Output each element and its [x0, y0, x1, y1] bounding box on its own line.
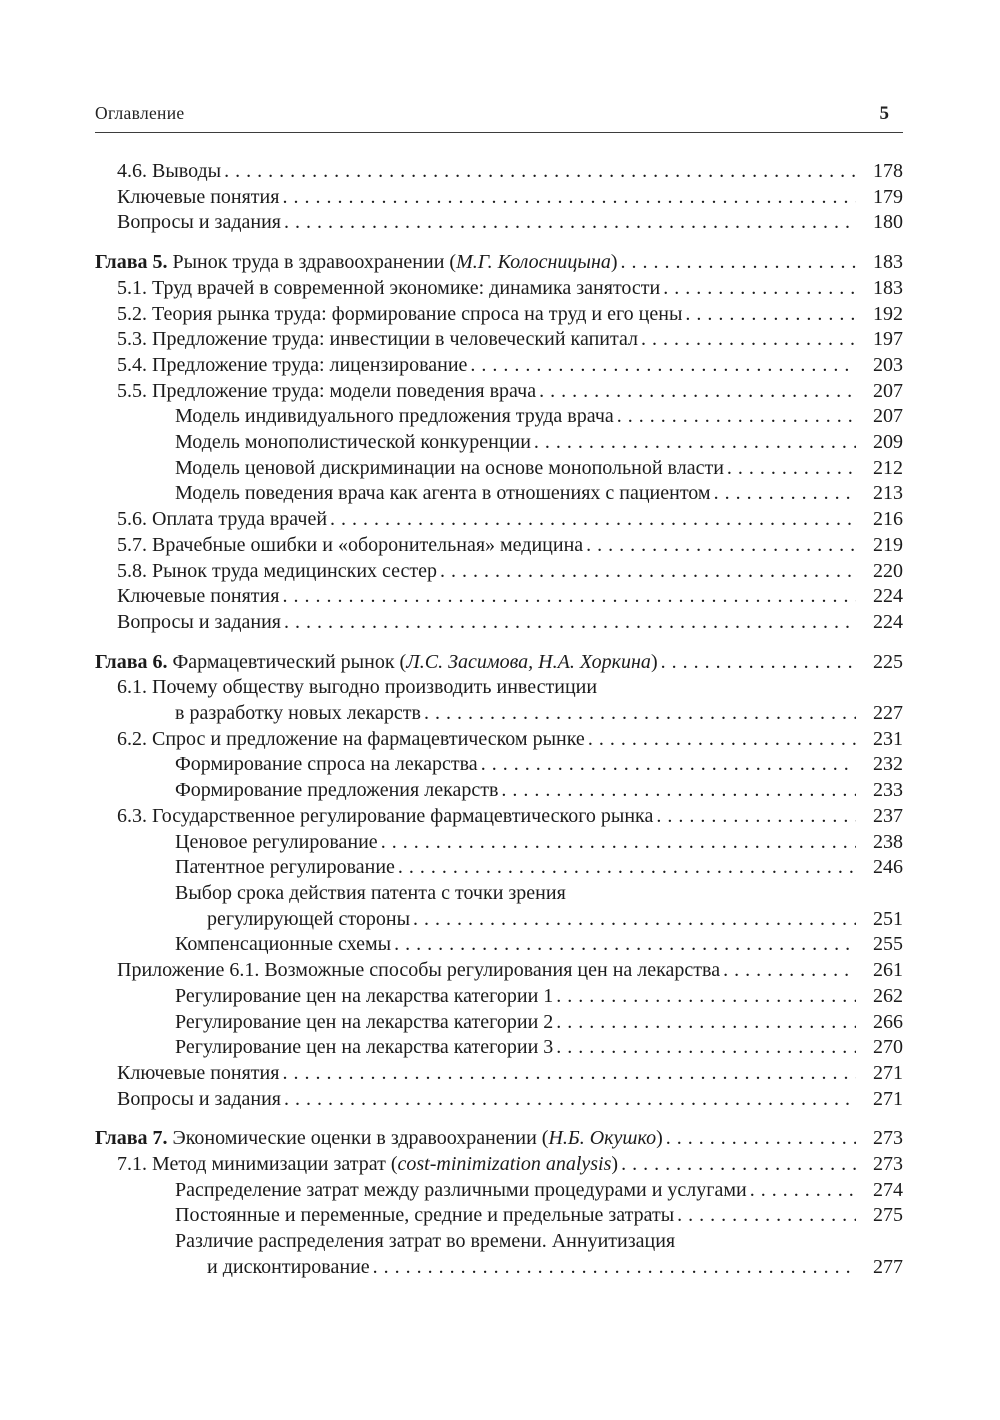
toc-entry [95, 481, 903, 507]
dot-leader [556, 1010, 856, 1036]
toc-entry-title: 5.7. Врачебные ошибки и «оборонительная» медицина [117, 533, 584, 556]
toc-page-number: 224 [873, 610, 903, 633]
toc-entry [95, 958, 903, 984]
toc-entry-title: 5.6. Оплата труда врачей [117, 508, 328, 531]
toc-page-number: 237 [873, 804, 903, 827]
toc-entry [95, 302, 903, 328]
dot-leader [663, 276, 856, 302]
toc-page-number: 255 [873, 933, 903, 956]
toc-entry [95, 507, 903, 533]
dot-leader [641, 327, 856, 353]
toc-entry-title: Патентное регулирование [175, 856, 395, 879]
toc-page-number: 238 [873, 830, 903, 853]
toc-entry [95, 533, 903, 559]
toc-page-number: 261 [873, 959, 903, 982]
toc-entry [95, 185, 903, 211]
toc-page-number: 203 [873, 353, 903, 376]
toc-entry [95, 159, 903, 185]
toc-entry-title: Выбор срока действия патента с точки зрения [175, 881, 566, 904]
toc-entry-title: Ценовое регулирование [175, 830, 378, 853]
toc-entry [95, 379, 903, 405]
dot-leader [556, 984, 856, 1010]
toc-entry [95, 1203, 903, 1229]
dot-leader [539, 379, 856, 405]
toc-entry-title: 6.1. Почему обществу выгодно производить инвестиции [117, 676, 598, 699]
toc-page-number: 183 [873, 251, 903, 274]
toc-entry [95, 727, 903, 753]
toc-entry [95, 610, 903, 636]
toc-entry [95, 830, 903, 856]
dot-leader [394, 932, 856, 958]
dot-leader [621, 250, 856, 276]
dot-leader [750, 1178, 856, 1204]
toc-entry [95, 1152, 903, 1178]
page-number: 5 [879, 103, 889, 124]
toc-entry [95, 276, 903, 302]
toc-entry-title: 6.3. Государственное регулирование фармацевтического рынка [117, 804, 654, 827]
toc-entry-title: в разработку новых лекарств [175, 702, 421, 725]
dot-leader [481, 752, 856, 778]
toc-list [95, 159, 903, 1281]
toc-page-number: 207 [873, 379, 903, 402]
toc-entry [95, 675, 903, 701]
toc-entry [95, 210, 903, 236]
toc-entry [95, 559, 903, 585]
toc-entry [95, 1035, 903, 1061]
toc-page-number: 246 [873, 856, 903, 879]
toc-entry-title: 5.2. Теория рынка труда: формирование спроса на труд и его цены [117, 302, 683, 325]
toc-page-number: 262 [873, 984, 903, 1007]
toc-entry-title: и дисконтирование [207, 1255, 370, 1278]
toc-entry-title: Модель монополистической конкуренции [175, 431, 531, 454]
toc-page-number: 183 [873, 276, 903, 299]
running-header [95, 103, 903, 125]
toc-page-number: 270 [873, 1036, 903, 1059]
toc-entry [95, 752, 903, 778]
dot-leader [656, 804, 856, 830]
dot-leader [534, 430, 856, 456]
toc-entry-title: Ключевые понятия [117, 1061, 280, 1084]
toc-entry [95, 327, 903, 353]
toc-entry-title: 5.4. Предложение труда: лицензирование [117, 353, 468, 376]
dot-leader [588, 727, 856, 753]
toc-entry-title: Регулирование цен на лекарства категории 1 [175, 984, 554, 1007]
toc-entry [95, 584, 903, 610]
toc-entry-title: Компенсационные схемы [175, 933, 392, 956]
toc-entry-title: Вопросы и задания [117, 1087, 281, 1110]
toc-entry [95, 1229, 903, 1255]
toc-entry [95, 1178, 903, 1204]
toc-entry-title: Формирование предложения лекарств [175, 779, 499, 802]
toc-page-number: 225 [873, 650, 903, 673]
toc-entry-title: Ключевые понятия [117, 585, 280, 608]
dot-leader [586, 533, 856, 559]
dot-leader [440, 559, 856, 585]
toc-entry [95, 984, 903, 1010]
toc-page-number: 197 [873, 328, 903, 351]
header-rule [95, 132, 903, 133]
toc-entry [95, 701, 903, 727]
toc-page-number: 207 [873, 405, 903, 428]
dot-leader [398, 855, 856, 881]
toc-entry-title: 5.5. Предложение труда: модели поведения врача [117, 379, 537, 402]
dot-leader [373, 1255, 856, 1281]
toc-entry [95, 1255, 903, 1281]
dot-leader [501, 778, 856, 804]
toc-entry [95, 778, 903, 804]
dot-leader [685, 302, 856, 328]
toc-entry [95, 907, 903, 933]
toc-entry-title: Модель индивидуального предложения труда врача [175, 405, 614, 428]
dot-leader [727, 456, 856, 482]
toc-entry [95, 1087, 903, 1113]
toc-entry-title: Глава 7. Экономические оценки в здравоохранении (Н.Б. Окушко) [95, 1127, 663, 1150]
toc-entry-title: Формирование спроса на лекарства [175, 753, 478, 776]
dot-leader [330, 507, 856, 533]
dot-leader [424, 701, 856, 727]
toc-entry-title: Вопросы и задания [117, 211, 281, 234]
toc-entry-title: 5.8. Рынок труда медицинских сестер [117, 559, 438, 582]
toc-entry-title: регулирующей стороны [207, 907, 411, 930]
toc-entry-title: Вопросы и задания [117, 610, 281, 633]
toc-entry-title: 5.1. Труд врачей в современной экономике: динамика занятости [117, 276, 661, 299]
toc-entry [95, 1061, 903, 1087]
dot-leader [282, 185, 856, 211]
toc-entry-title: Модель поведения врача как агента в отношениях с пациентом [175, 482, 711, 505]
toc-chapter-entry [95, 1126, 903, 1152]
toc-entry-title: Различие распределения затрат во времени. Аннуитизация [175, 1230, 676, 1253]
toc-entry-title: Модель ценовой дискриминации на основе монопольной власти [175, 456, 724, 479]
toc-entry [95, 1010, 903, 1036]
toc-page-number: 232 [873, 753, 903, 776]
toc-page-number: 219 [873, 533, 903, 556]
dot-leader [666, 1126, 856, 1152]
toc-page-number: 216 [873, 508, 903, 531]
toc-entry-title: 6.2. Спрос и предложение на фармацевтическом рынке [117, 727, 585, 750]
toc-entry-title: Приложение 6.1. Возможные способы регулирования цен на лекарства [117, 959, 721, 982]
toc-page-number: 213 [873, 482, 903, 505]
toc-entry-title: Глава 6. Фармацевтический рынок (Л.С. Засимова, Н.А. Хоркина) [95, 650, 658, 673]
toc-page-number: 180 [873, 211, 903, 234]
dot-leader [284, 1087, 856, 1113]
dot-leader [617, 404, 856, 430]
toc-page-number: 273 [873, 1153, 903, 1176]
dot-leader [284, 210, 856, 236]
toc-entry [95, 430, 903, 456]
dot-leader [661, 650, 856, 676]
toc-page-number: 212 [873, 456, 903, 479]
toc-entry [95, 932, 903, 958]
toc-page-number: 231 [873, 727, 903, 750]
dot-leader [470, 353, 856, 379]
toc-chapter-entry [95, 650, 903, 676]
dot-leader [282, 1061, 856, 1087]
dot-leader [714, 481, 856, 507]
toc-page-number: 251 [873, 907, 903, 930]
toc-page-number: 209 [873, 431, 903, 454]
toc-entry [95, 404, 903, 430]
toc-entry [95, 881, 903, 907]
toc-page-number: 275 [873, 1204, 903, 1227]
dot-leader [224, 159, 856, 185]
toc-page-number: 192 [873, 302, 903, 325]
toc-entry [95, 855, 903, 881]
toc-entry-title: 5.3. Предложение труда: инвестиции в человеческий капитал [117, 328, 638, 351]
toc-entry-title: Регулирование цен на лекарства категории 2 [175, 1010, 554, 1033]
toc-page-number: 274 [873, 1178, 903, 1201]
dot-leader [284, 610, 856, 636]
dot-leader [282, 584, 856, 610]
dot-leader [723, 958, 856, 984]
toc-entry [95, 804, 903, 830]
toc-entry-title: Постоянные и переменные, средние и предельные затраты [175, 1204, 675, 1227]
toc-page-number: 227 [873, 702, 903, 725]
dot-leader [413, 907, 856, 933]
toc-entry-title: Распределение затрат между различными процедурами и услугами [175, 1178, 747, 1201]
toc-page-number: 233 [873, 779, 903, 802]
dot-leader [621, 1152, 856, 1178]
toc-entry-title: Регулирование цен на лекарства категории 3 [175, 1036, 554, 1059]
toc-page-number: 273 [873, 1127, 903, 1150]
dot-leader [677, 1203, 856, 1229]
toc-page-number: 277 [873, 1255, 903, 1278]
toc-page-number: 179 [873, 185, 903, 208]
toc-entry-title: 4.6. Выводы [117, 160, 222, 182]
toc-entry [95, 353, 903, 379]
toc-page-number: 271 [873, 1061, 903, 1084]
dot-leader [381, 830, 856, 856]
toc-page-number: 266 [873, 1010, 903, 1033]
toc-chapter-entry [95, 250, 903, 276]
running-header-title: Оглавление [95, 103, 185, 123]
toc-entry-title: Ключевые понятия [117, 185, 280, 208]
toc-page-number: 224 [873, 585, 903, 608]
toc-page-number: 220 [873, 559, 903, 582]
toc-page-number: 178 [873, 160, 903, 182]
toc-entry-title: Глава 5. Рынок труда в здравоохранении (М.Г. Колосницына) [95, 251, 618, 274]
toc-page-number: 271 [873, 1087, 903, 1110]
toc-entry [95, 456, 903, 482]
dot-leader [556, 1035, 856, 1061]
toc-entry-title: 7.1. Метод минимизации затрат (cost-minimization analysis) [117, 1153, 619, 1176]
